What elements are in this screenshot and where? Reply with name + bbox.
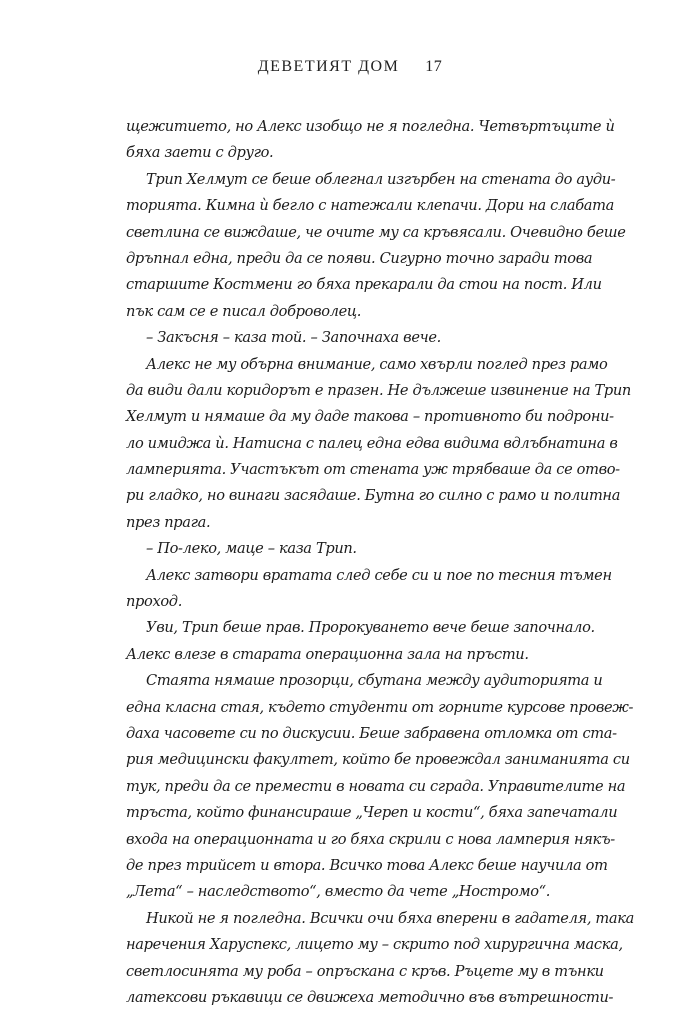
text-line: светлосинята му роба – опръскана с кръв. Ръцете му в тънки — [126, 962, 604, 980]
text-line: старшите Костмени го бяха прекарали да стои на пост. Или — [126, 276, 602, 294]
text-line: Уви, Трип беше прав. Пророкуването вече беше започнало. — [146, 619, 595, 637]
text-line: Никой не я погледна. Всички очи бяха вперени в гадателя, така — [146, 909, 634, 927]
text-line: рия медицински факултет, който бе провеждал заниманията си — [126, 751, 630, 769]
text-line: светлина се виждаше, че очите му са кръвясали. Очевидно беше — [126, 223, 626, 241]
text-line: наречения Харуспекс, лицето му – скрито под хирургична маска, — [126, 936, 623, 954]
text-line: една класна стая, където студенти от горните курсове провеж- — [126, 698, 634, 716]
text-line: през прага. — [126, 513, 211, 531]
text-line: входа на операционната и го бяха скрили с нова ламперия някъ- — [126, 830, 615, 848]
text-line: да види дали коридорът е празен. Не дължеше извинение на Трип — [126, 381, 631, 399]
text-line: Алекс затвори вратата след себе си и пое по тесния тъмен — [146, 566, 612, 584]
text-line: торията. Кимна ѝ бегло с натежали клепачи. Дори на слабата — [126, 197, 614, 215]
text-line: латексови ръкавици се движеха методично във вътрешности- — [126, 988, 614, 1006]
text-line: ло имиджа ѝ. Натисна с палец една едва видима вдлъбнатина в — [126, 434, 618, 452]
text-line: бяха заети с друго. — [126, 144, 274, 162]
text-line: – Закъсня – каза той. – Започнаха вече. — [146, 329, 441, 347]
text-line: щежитието, но Алекс изобщо не я погледна. Четвъртъците ѝ — [126, 118, 615, 135]
body-text — [126, 114, 634, 1011]
text-line: тук, преди да се премести в новата си сграда. Управителите на — [126, 777, 626, 795]
text-line: ламперията. Участъкът от стената уж трябваше да се отво- — [126, 461, 620, 479]
text-line: пък сам се е писал доброволец. — [126, 302, 362, 320]
text-line: ри гладко, но винаги засядаше. Бутна го силно с рамо и политна — [126, 487, 621, 505]
text-line: Стаята нямаше прозорци, сбутана между аудиторията и — [146, 672, 603, 690]
text-line: Хелмут и нямаше да му даде такова – противното би подрони- — [126, 408, 614, 426]
text-line: Алекс не му обърна внимание, само хвърли поглед през рамо — [146, 355, 608, 373]
running-header — [0, 58, 700, 76]
text-line: тръста, който финансираше „Череп и кости“, бяха запечатали — [126, 804, 618, 822]
text-line: проход. — [126, 593, 182, 611]
running-header-title: ДЕВЕТИЯТ ДОМ — [257, 58, 400, 75]
text-line: Трип Хелмут се беше облегнал изгърбен на стената до ауди- — [146, 170, 616, 188]
text-line: де през трийсет и втора. Всичко това Алекс беше научила от — [126, 856, 608, 874]
text-line: даха часовете си по дискусии. Беше забравена отломка от ста- — [126, 724, 617, 742]
text-line: – По-леко, маце – каза Трип. — [146, 540, 357, 558]
text-line: дръпнал една, преди да се появи. Сигурно точно заради това — [126, 249, 593, 267]
page-number: 17 — [425, 58, 443, 75]
text-line: Алекс влезе в старата операционна зала на пръсти. — [126, 645, 529, 663]
text-line: „Лета“ – наследството“, вместо да чете „Ностромо“. — [126, 883, 551, 901]
